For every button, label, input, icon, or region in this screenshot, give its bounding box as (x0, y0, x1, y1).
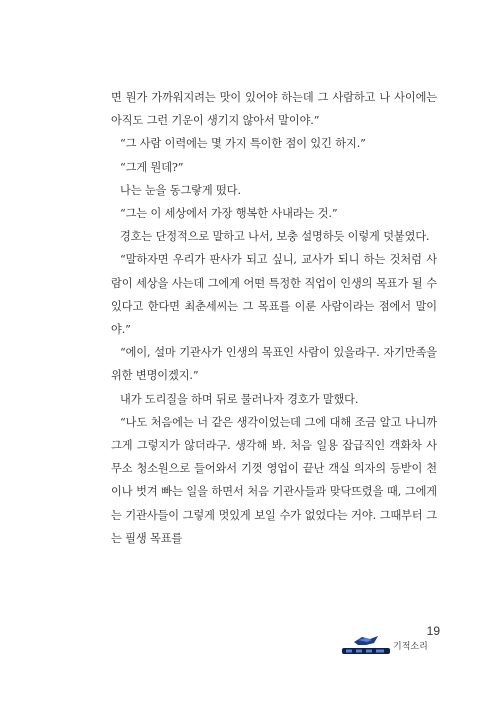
paragraph: “그 사람 이력에는 몇 가지 특이한 점이 있긴 하지.” (120, 137, 366, 151)
series-label: 기적소리 (393, 641, 428, 651)
paragraph: 내가 도리질을 하며 뒤로 물러나자 경호가 말했다. (120, 392, 359, 406)
paragraph: “에이, 설마 기관사가 인생의 목표인 사람이 있을라구. 자기만족을 위한 변명이겠지.” (111, 346, 437, 383)
paragraph: “그게 뭔데?” (120, 160, 184, 174)
paragraph: 면 뭔가 가까워지려는 맛이 있어야 하는데 그 사람하고 나 사이에는 아직도 그런 기운이 생기지 않아서 말이야.” (111, 91, 437, 128)
paragraph: “그는 이 세상에서 가장 행복한 사내라는 것.” (120, 207, 338, 221)
train-series-logo-icon (340, 636, 392, 656)
paragraph: 나는 눈을 동그랗게 떴다. (120, 183, 241, 197)
paragraph: “나도 처음에는 너 같은 생각이었는데 그에 대해 조금 알고 나니까 그게 그렇지가 않더라구. 생각해 봐. 처음 일용 잡급직인 객화차 사무소 청소원으로 들어와서 기껏 영업이 끝난 객실 의자의 등받이 천이나 벗겨 빠는 일을 하면서 처음 기관사들과 맞닥뜨렸을 때, 그에게는 기관사들이 그렇게 멋있게 보일 수가 없었다는 거야. 그때부터 그는 필생 목표를 (111, 415, 437, 545)
page-footer (340, 624, 440, 654)
paragraph: 경호는 단정적으로 말하고 나서, 보충 설명하듯 이렇게 덧붙였다. (120, 230, 430, 244)
body-text (111, 86, 437, 550)
page-number: 19 (426, 624, 440, 638)
paragraph: “말하자면 우리가 판사가 되고 싶니, 교사가 되니 하는 것처럼 사람이 세상을 사는데 그에게 어떤 특정한 직업이 인생의 목표가 될 수 있다고 한다면 최춘세씨는 그 목표를 이룬 사람이라는 점에서 말이야.” (111, 253, 437, 337)
